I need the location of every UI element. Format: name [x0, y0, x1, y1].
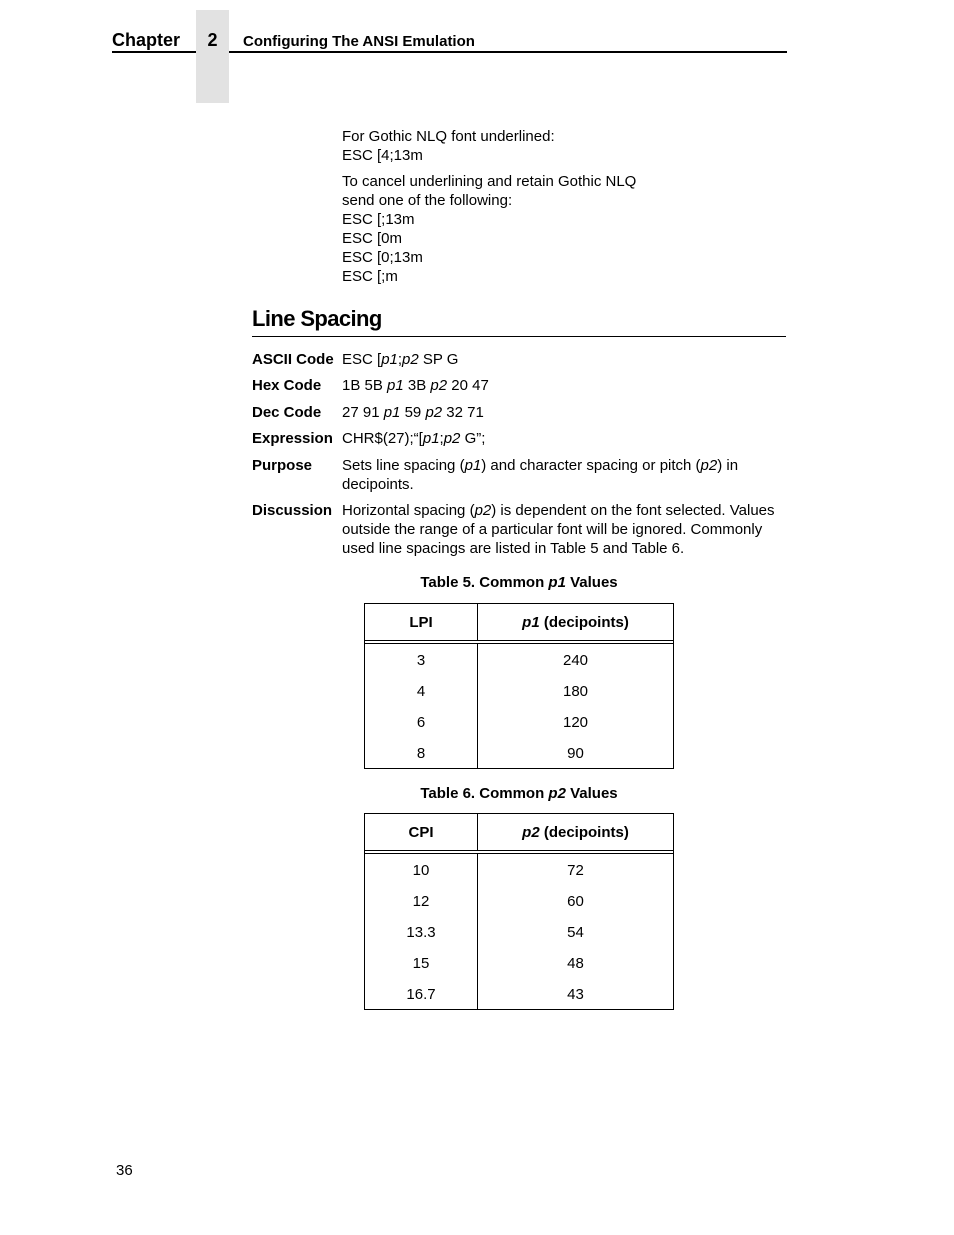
chapter-number: 2: [207, 30, 218, 50]
table5-caption: Table 5. Common p1 Values: [420, 574, 618, 591]
table-row: [365, 916, 673, 947]
header-cell-cpi: CPI: [365, 814, 478, 850]
discussion-value: Horizontal spacing (p2) is dependent on the font selected. Values outside the range of a particular font will be ignored. Commonly used line spacings are listed in Table 5 and Table 6.: [342, 502, 775, 557]
purpose-label: Purpose: [252, 457, 313, 474]
header-rule-left: [112, 51, 196, 53]
header-cell-decipoints: p1 (decipoints): [522, 613, 629, 631]
table5: [364, 603, 674, 769]
table-cell: 3: [365, 644, 478, 675]
table-cell: 6: [365, 706, 478, 737]
intro-block-cancel: [342, 172, 636, 286]
chapter-label: Chapter: [112, 30, 181, 50]
table-cell: 90: [567, 745, 584, 762]
intro-block-underline: [342, 127, 555, 165]
table-cell: 43: [567, 986, 584, 1003]
intro-line: ESC [4;13m: [342, 147, 423, 164]
expression-value: CHR$(27);“[p1;p2 G”;: [342, 430, 486, 447]
table-cell: 54: [567, 924, 584, 941]
hex-code-value: 1B 5B p1 3B p2 20 47: [342, 377, 489, 394]
table-cell: 16.7: [365, 978, 478, 1009]
table-row: [365, 854, 673, 885]
header-cell-decipoints: p2 (decipoints): [522, 823, 629, 841]
table6-caption: Table 6. Common p2 Values: [420, 785, 618, 802]
table-cell: 8: [365, 737, 478, 768]
intro-line: To cancel underlining and retain Gothic NLQ: [342, 173, 637, 190]
intro-line: ESC [;13m: [342, 211, 415, 228]
table6: [364, 813, 674, 1010]
intro-line: send one of the following:: [342, 192, 513, 209]
ascii-code-label: ASCII Code: [252, 351, 334, 368]
intro-line: For Gothic NLQ font underlined:: [342, 128, 555, 145]
table-cell: 60: [567, 893, 584, 910]
header-cell-lpi: LPI: [365, 604, 478, 640]
table-cell: 72: [567, 862, 584, 879]
table-row: [365, 978, 673, 1009]
table-row: [365, 675, 673, 706]
ascii-code-value: ESC [p1;p2 SP G: [342, 351, 459, 368]
table-row: [365, 644, 673, 675]
table-cell: 15: [365, 947, 478, 978]
intro-line: ESC [0;13m: [342, 249, 423, 266]
expression-label: Expression: [252, 430, 333, 447]
discussion-label: Discussion: [252, 502, 333, 519]
header-rule-right: [229, 51, 787, 53]
table-cell: 13.3: [365, 916, 478, 947]
hex-code-label: Hex Code: [252, 377, 322, 394]
table-row: [365, 737, 673, 768]
intro-line: ESC [;m: [342, 268, 398, 285]
page-number: 36: [116, 1162, 133, 1179]
chapter-tab: [196, 10, 229, 103]
table-header-row: [365, 814, 673, 854]
table-cell: 180: [562, 683, 589, 700]
purpose-value: Sets line spacing (p1) and character spacing or pitch (p2) in decipoints.: [342, 457, 739, 493]
table-row: [365, 706, 673, 737]
table-cell: 12: [365, 885, 478, 916]
dec-code-label: Dec Code: [252, 404, 322, 421]
table-cell: 48: [567, 955, 584, 972]
dec-code-value: 27 91 p1 59 p2 32 71: [342, 404, 484, 421]
section-title: Line Spacing: [252, 306, 382, 331]
intro-line: ESC [0m: [342, 230, 403, 247]
table-cell: 10: [365, 854, 478, 885]
table-row: [365, 947, 673, 978]
table-row: [365, 885, 673, 916]
chapter-title: Configuring The ANSI Emulation: [243, 33, 475, 50]
section-rule: [252, 336, 786, 337]
table-cell: 4: [365, 675, 478, 706]
table-header-row: [365, 604, 673, 644]
table-cell: 240: [562, 652, 589, 669]
table-cell: 120: [562, 714, 589, 731]
